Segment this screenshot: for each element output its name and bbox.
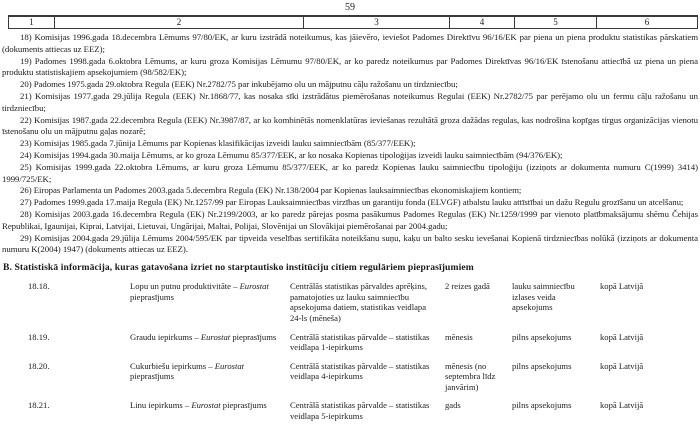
paragraph-24: 24) Komisijas 1994.gada 30.maija Lēmums, ar ko groza Lēmumu 85/377/EEK, ar ko nosaka Kopienas tipoloģijas izveidi lauku saimniecībām (94/376/EK);	[20, 149, 563, 160]
row-periodicity: 2 reizes gadā	[445, 281, 490, 292]
row-number: 18.21.	[28, 400, 50, 411]
paragraph-29: 29) Komisijas 2004.gada 29.jūlija Lēmums 2004/595/EK par tipveida veselības sertifikāta noteikšanu suņu, kaķu un balto sesku ievešanai Kopienā tirdzniecības nolūkā (izziņots ar dokumenta numuru K(2004) 1947) (dokuments attiecas uz EEZ).	[2, 232, 698, 255]
row-number: 18.20.	[28, 360, 50, 371]
row-title-suffix: pieprasījums	[130, 291, 174, 302]
column-header-6: 6	[596, 17, 697, 28]
paragraph-26: 26) Eiropas Parlamenta un Padomes 2003.gada 5.decembra Regula (EK) Nr.138/2004 par Kopienas lauksaimniecības ekonomiskajiem kontiem;	[20, 185, 522, 196]
table-row-18-21	[28, 400, 700, 421]
paragraph-23: 23) Komisijas 1985.gada 7.jūnija Lēmums par Kopienas klasifikācijas izveidi lauku saimniecībām (85/377/EEK);	[20, 138, 416, 149]
row-territory: kopā Latvijā	[600, 400, 644, 411]
paragraph-18: 18) Komisijas 1996.gada 18.decembra Lēmums 97/80/EK, ar kuru izstrādā noteikumus, kas jāievēro, ieviešot Padomes Direktīvu 96/16/EK par piena un piena produktu statistikas pārskatiem (dokuments attiecas uz EEZ);	[2, 32, 698, 54]
row-title	[130, 281, 290, 323]
row-title-eurostat: Eurostat	[191, 400, 221, 411]
column-header-4: 4	[449, 17, 514, 28]
row-title-eurostat: Eurostat	[214, 360, 245, 371]
column-header-5: 5	[514, 17, 596, 28]
row-number: 18.19.	[28, 331, 50, 342]
legal-acts-list	[2, 32, 698, 256]
row-title-text: Lopu un putnu produktivitāte –	[130, 281, 240, 292]
row-territory: kopā Latvijā	[600, 281, 644, 292]
row-coverage: pilns apsekojums	[512, 331, 572, 342]
paragraph-25: 25) Komisijas 1999.gada 22.oktobra Lēmums, ar kuru groza Lēmumu 85/377/EEK, ar ko paredz Kopienas lauku saimniecību tipoloģiju (izziņots ar dokumenta numuru C(1999) 3414) 1999/725/EK;	[2, 161, 698, 184]
column-header-1: 1	[29, 17, 34, 27]
page-number: 59	[345, 2, 355, 13]
row-title-text: Graudu iepirkums –	[130, 331, 201, 342]
column-header-2: 2	[54, 17, 303, 28]
row-territory: kopā Latvijā	[600, 331, 644, 342]
row-title-eurostat: Eurostat	[200, 331, 231, 342]
row-title-text: Cukurbiešu iepirkums –	[130, 360, 215, 371]
row-source: Centrālās statistikas pārvaldes aprēķins, pamatojoties uz lauku saimniecību apsekojuma datiem, statistikas veidlapa 24-ls (mēneša)	[290, 281, 427, 323]
table-row-18-19	[28, 332, 700, 353]
row-coverage: pilns apsekojums	[512, 360, 572, 371]
section-b-heading: B. Statistiskā informācija, kuras gatavošana izriet no starptautisko institūciju citiem regulāriem pieprasījumiem	[3, 262, 474, 274]
column-header-3: 3	[303, 17, 449, 28]
row-source: Centrālā statistikas pārvalde – statistikas veidlapa 4-iepirkums	[290, 360, 430, 382]
row-periodicity: mēnesis (no septembra līdz janvārim)	[445, 360, 496, 392]
table-row-18-20	[28, 361, 700, 393]
row-periodicity: mēnesis	[445, 331, 473, 342]
paragraph-27: 27) Padomes 1999.gada 17.maija Regula (EK) Nr.1257/99 par Eiropas Lauksaimniecības virzības un garantiju fonda (ELVGF) atbalstu lauku attīstībai un dažu Regulu grozīšanu un atcelšanu;	[20, 197, 684, 208]
row-title	[130, 332, 290, 353]
row-territory: kopā Latvijā	[600, 360, 644, 371]
row-title	[130, 361, 290, 393]
row-title-text: Linu iepirkums –	[130, 400, 192, 411]
table-row-18-18	[28, 281, 700, 323]
column-header-row	[8, 15, 698, 29]
row-source: Centrālā statistikas pārvalde – statistikas veidlapa 5-iepirkums	[290, 400, 430, 422]
row-coverage: pilns apsekojums	[512, 400, 572, 411]
paragraph-21: 21) Komisijas 1977.gada 29.jūlija Regula (EEK) Nr.1868/77, kas nosaka sīki izstrādātus piemērošanas noteikumus Regulai (EEK) Nr.2782/75 par perējamo olu un fermu cāļu ražošanu un tirdzniecību;	[2, 90, 698, 113]
row-number: 18.18.	[28, 281, 50, 292]
statistics-table	[28, 281, 700, 422]
row-source: Centrālā statistikas pārvalde – statistikas veidlapa 1-iepirkums	[290, 331, 430, 353]
row-title-suffix: pieprasījums	[230, 331, 277, 342]
row-title-suffix: pieprasījums	[130, 371, 174, 382]
row-title-suffix: pieprasījums	[220, 400, 267, 411]
row-coverage: lauku saimniecību izlases veida apsekojums	[512, 281, 575, 313]
row-title-eurostat: Eurostat	[239, 281, 269, 292]
row-title	[130, 400, 290, 421]
paragraph-22: 22) Komisijas 1987.gada 22.decembra Regula (EEK) Nr.3987/87, ar ko kombinētās nomenklatūras ieviešanas rezultātā groza dažādas regulas, kas nodrošina kopīgas tirgus organizācijas vienotu īstenošanu olu un mājputnu gaļas nozarē;	[2, 114, 698, 137]
paragraph-20: 20) Padomes 1975.gada 29.oktobra Regula (EEK) Nr.2782/75 par inkubējamo olu un mājputnu cāļu ražošanu un tirdzniecību;	[20, 79, 458, 90]
paragraph-28: 28) Komisijas 2003.gada 16.decembra Regula (EK) Nr.2199/2003, ar ko paredz pārejas posma pasākumus Padomes Regulas (EK) Nr.1259/1999 par vienoto platībmaksājumu shēmu Čehijas Republikai, Igaunijai, Kiprai, Latvijai, Lietuvai, Ungārijai, Maltai, Polijai, Slovēnijai un Slovākijai piemērošanai par 2004.gadu;	[2, 208, 698, 231]
row-periodicity: gads	[445, 400, 461, 411]
paragraph-19: 19) Padomes 1998.gada 6.oktobra Lēmums, ar kuru groza Komisijas Lēmumu 97/80/EK, ar ko paredz noteikumus par Padomes Direktīvas 96/16/EK īstenošanu attiecībā uz piena un piena produktu statistiskajiem apsekojumiem (98/582/EK);	[2, 55, 698, 78]
